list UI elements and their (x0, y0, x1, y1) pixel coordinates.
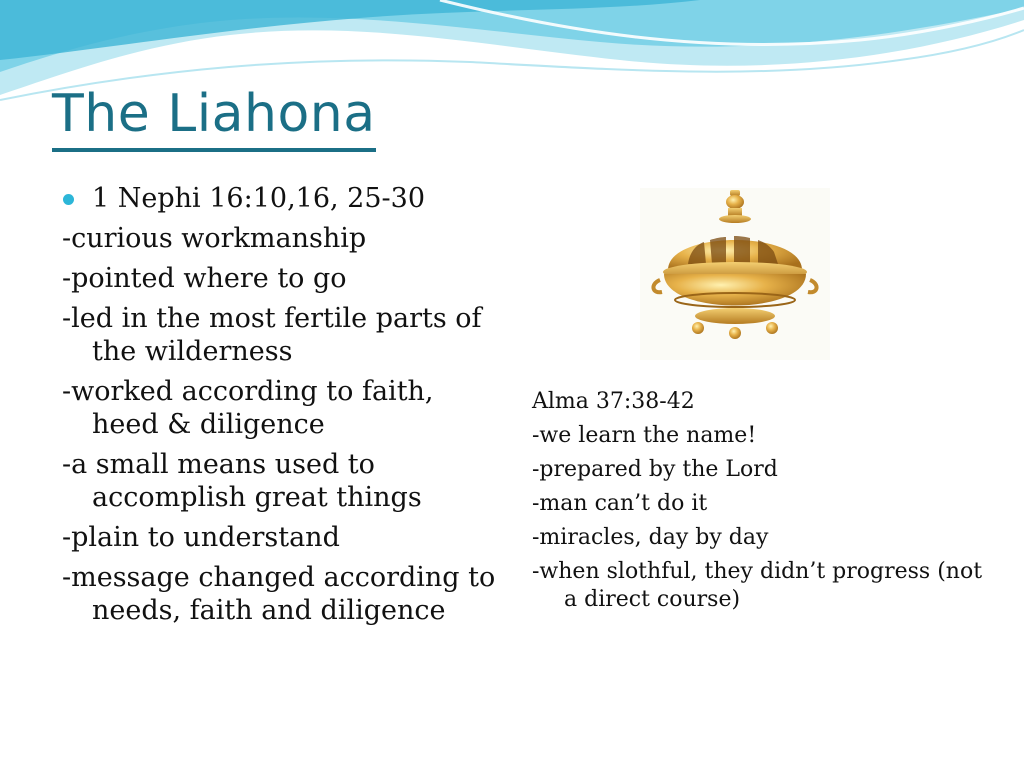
list-item: -miracles, day by day (532, 525, 769, 550)
list-item: -worked according to faith, heed & diligence (62, 376, 434, 440)
reference-text: 1 Nephi 16:10,16, 25-30 (92, 183, 426, 214)
list-item: -prepared by the Lord (532, 457, 778, 482)
list-item-reference (62, 182, 502, 215)
reference-text: Alma 37:38-42 (532, 389, 695, 414)
bullet-icon (63, 194, 74, 205)
list-item: -led in the most fertile parts of the wilderness (62, 303, 482, 367)
left-column-list (62, 182, 502, 634)
list-item: -curious workmanship (62, 223, 367, 254)
right-column-list (532, 388, 1002, 620)
list-item: -pointed where to go (62, 263, 347, 294)
slide-title: The Liahona (52, 82, 376, 152)
list-item: -a small means used to accomplish great things (62, 449, 422, 513)
list-item: -we learn the name! (532, 423, 757, 448)
list-item: -plain to understand (62, 522, 340, 553)
list-item: -message changed according to needs, faith and diligence (62, 562, 496, 626)
list-item: -when slothful, they didn’t progress (not a direct course) (532, 559, 983, 612)
golden-ball-liahona-image (640, 188, 830, 360)
list-item: -man can’t do it (532, 491, 708, 516)
